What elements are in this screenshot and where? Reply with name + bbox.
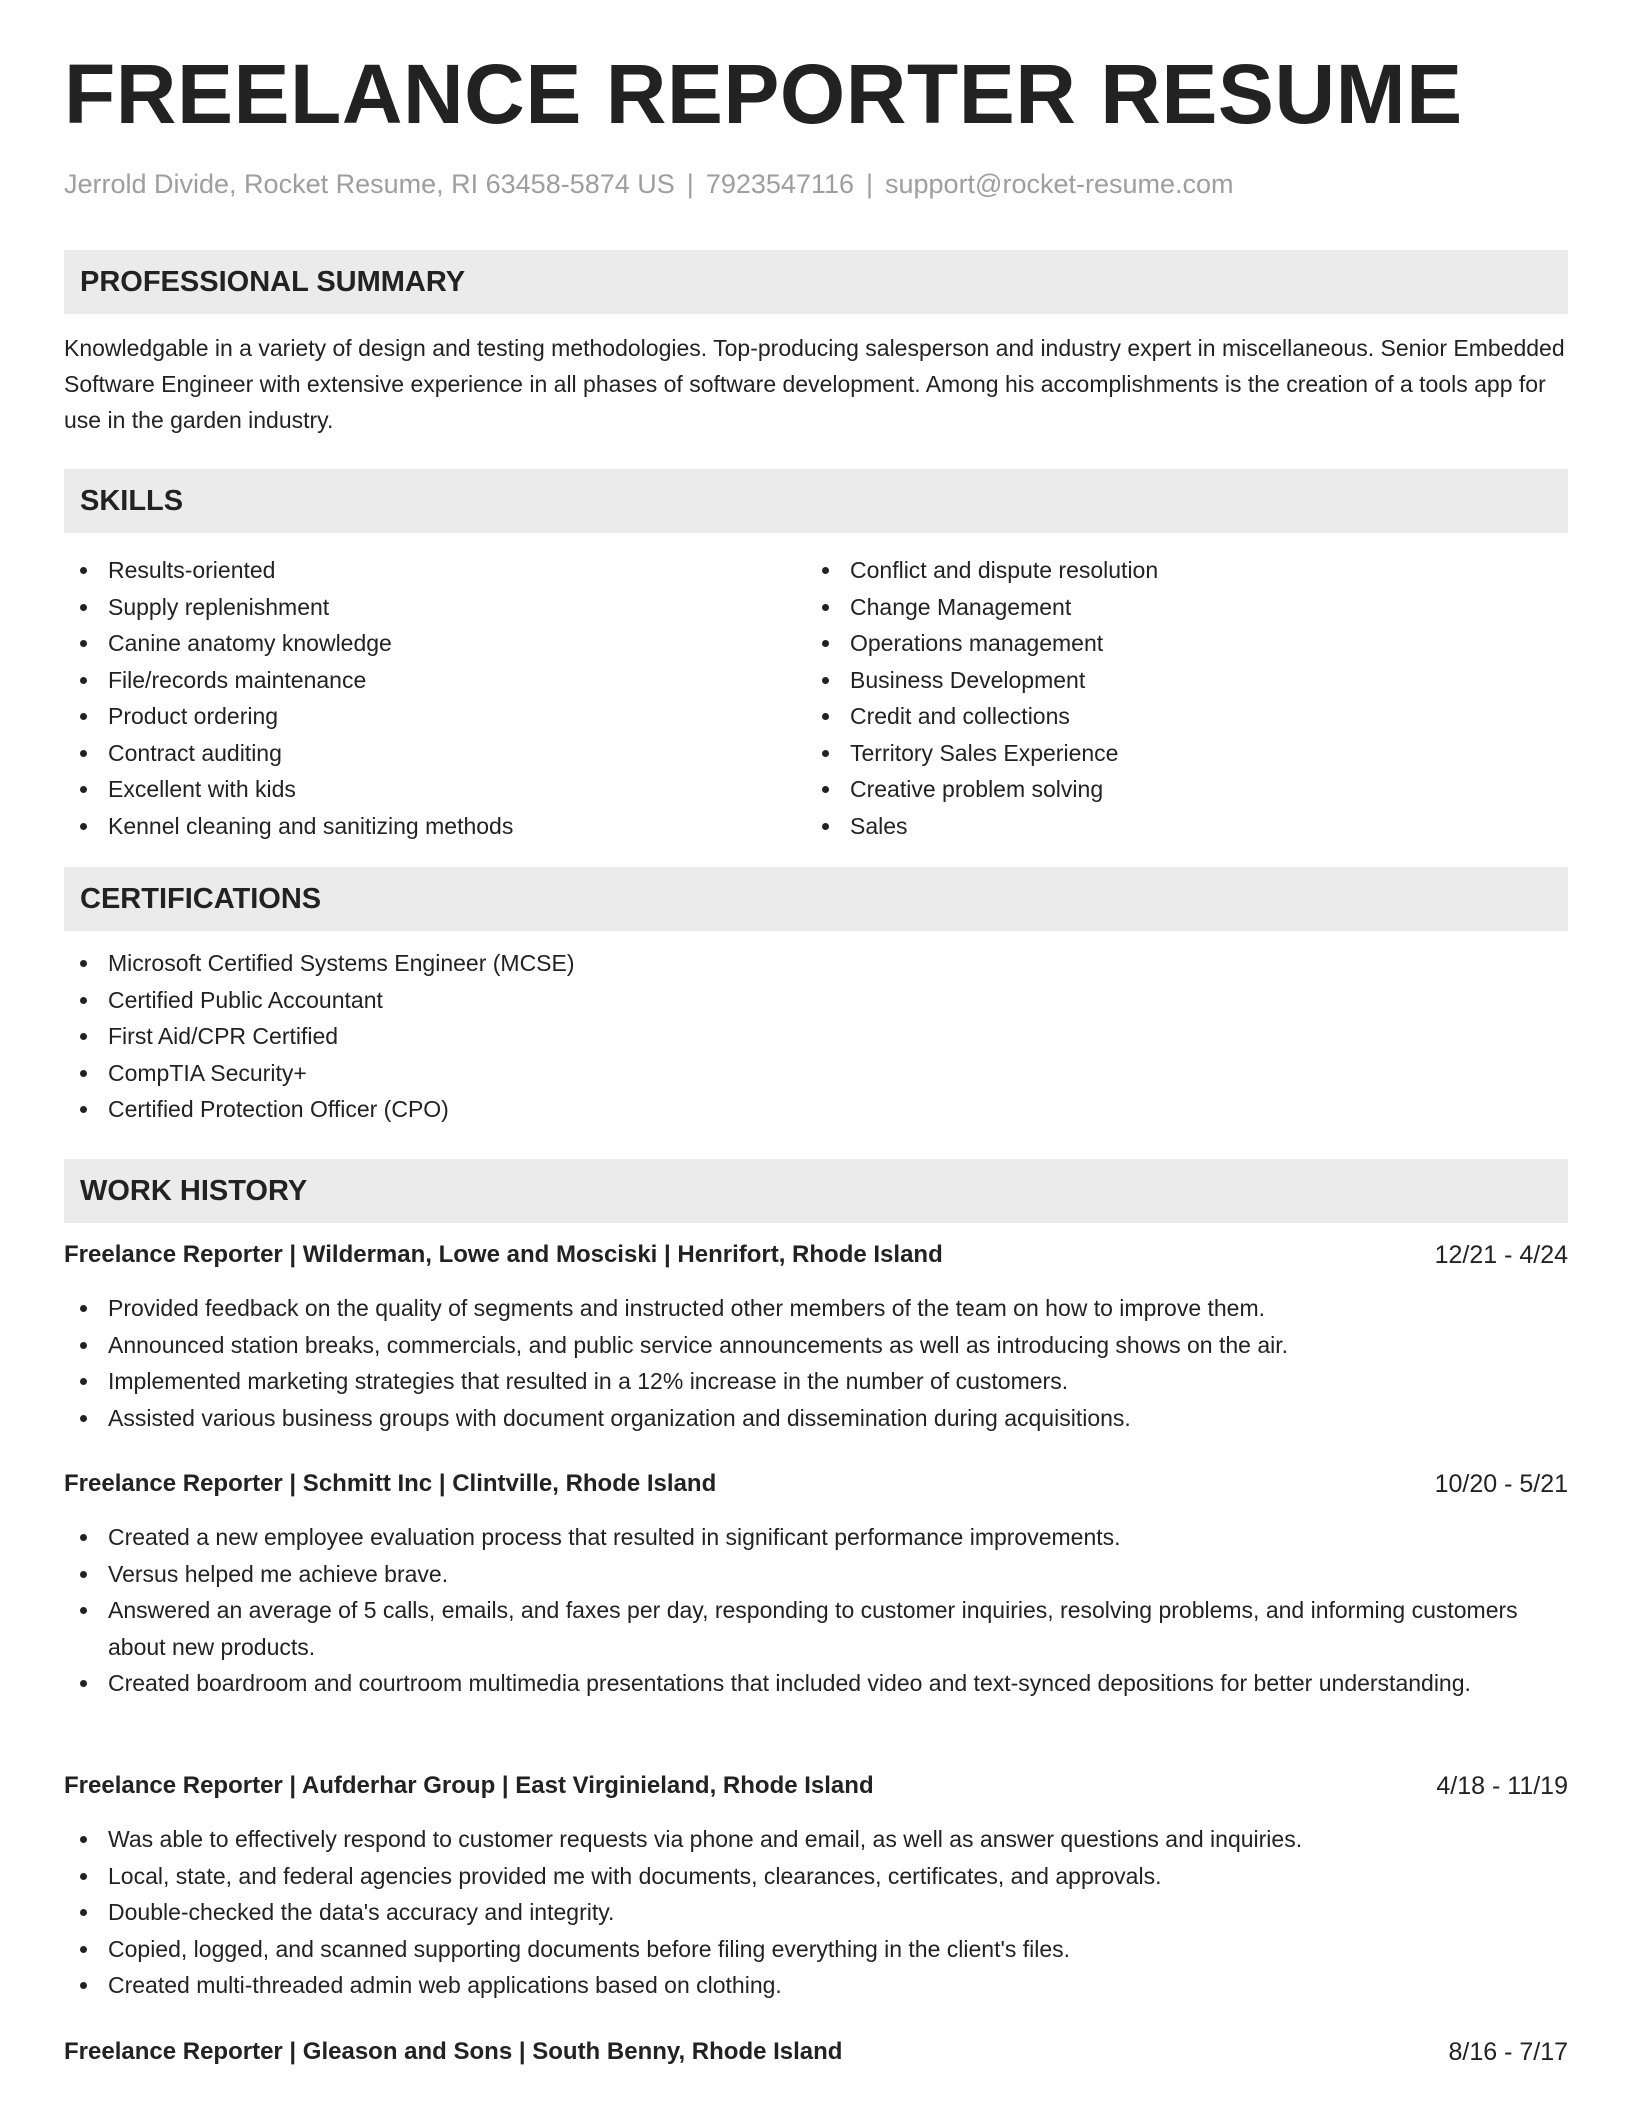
summary-text: Knowledgable in a variety of design and testing methodologies. Top-producing salesperson and industry expert in miscellaneous. Senior Embedded Software Engineer with extensive experience in all phases of software development. Among his accomplishments is the creation of a tools app for use in the garden industry. bbox=[64, 335, 1565, 433]
skills-column-right bbox=[806, 552, 1526, 844]
skill-item: Canine anatomy knowledge bbox=[64, 625, 784, 662]
certification-item: CompTIA Security+ bbox=[64, 1055, 1568, 1092]
job-bullet: Created boardroom and courtroom multimedia presentations that included video and text-synced depositions for better understanding. bbox=[64, 1665, 1568, 1702]
certification-item: Certified Public Accountant bbox=[64, 982, 1568, 1019]
job-bullet-list bbox=[64, 1519, 1568, 1702]
certification-item: Microsoft Certified Systems Engineer (MCSE) bbox=[64, 945, 1568, 982]
job-bullet-list bbox=[64, 1290, 1568, 1436]
contact-separator: | bbox=[686, 169, 694, 199]
certification-item: Certified Protection Officer (CPO) bbox=[64, 1091, 1568, 1128]
contact-email[interactable]: support@rocket-resume.com bbox=[885, 169, 1234, 199]
job-bullets-2 bbox=[64, 1519, 1568, 1702]
skill-item: Creative problem solving bbox=[806, 771, 1526, 808]
job-title-text: Freelance Reporter | Schmitt Inc | Clintville, Rhode Island bbox=[64, 1470, 717, 1497]
skill-item: Product ordering bbox=[64, 698, 784, 735]
skill-item: Excellent with kids bbox=[64, 771, 784, 808]
skill-item: Results-oriented bbox=[64, 552, 784, 589]
job-bullet: Double-checked the data's accuracy and integrity. bbox=[64, 1894, 1568, 1931]
certifications-list bbox=[64, 945, 1568, 1128]
job-title-text: Freelance Reporter | Gleason and Sons | South Benny, Rhode Island bbox=[64, 2038, 843, 2065]
skill-item: Contract auditing bbox=[64, 735, 784, 772]
job-bullet: Announced station breaks, commercials, and public service announcements as well as introducing shows on the air. bbox=[64, 1327, 1568, 1364]
skills-list-left bbox=[64, 552, 784, 844]
job-title-text: Freelance Reporter | Aufderhar Group | East Virginieland, Rhode Island bbox=[64, 1772, 874, 1799]
certifications-block bbox=[64, 945, 1568, 1128]
job-dates: 10/20 - 5/21 bbox=[1434, 1470, 1568, 1498]
job-bullet: Implemented marketing strategies that resulted in a 12% increase in the number of customers. bbox=[64, 1363, 1568, 1400]
job-bullet-list bbox=[64, 1821, 1568, 2004]
job-bullet: Versus helped me achieve brave. bbox=[64, 1556, 1568, 1593]
job-bullet: Answered an average of 5 calls, emails, and faxes per day, responding to customer inquiries, resolving problems, and informing customers about new products. bbox=[64, 1592, 1568, 1665]
job-dates: 4/18 - 11/19 bbox=[1436, 1772, 1568, 1800]
section-heading-summary: PROFESSIONAL SUMMARY bbox=[64, 250, 1568, 314]
skill-item: Conflict and dispute resolution bbox=[806, 552, 1526, 589]
job-bullets-1 bbox=[64, 1290, 1568, 1436]
job-bullet: Created multi-threaded admin web applications based on clothing. bbox=[64, 1967, 1568, 2004]
job-bullet: Created a new employee evaluation process that resulted in significant performance improvements. bbox=[64, 1519, 1568, 1556]
skill-item: Territory Sales Experience bbox=[806, 735, 1526, 772]
skill-item: Credit and collections bbox=[806, 698, 1526, 735]
job-title-4 bbox=[64, 2034, 1568, 2070]
certification-item: First Aid/CPR Certified bbox=[64, 1018, 1568, 1055]
job-bullets-3 bbox=[64, 1821, 1568, 2004]
skill-item: Change Management bbox=[806, 589, 1526, 626]
skill-item: Business Development bbox=[806, 662, 1526, 699]
skill-item: File/records maintenance bbox=[64, 662, 784, 699]
job-title-2 bbox=[64, 1466, 1568, 1502]
resume-title: FREELANCE REPORTER RESUME bbox=[64, 47, 1463, 141]
job-dates: 8/16 - 7/17 bbox=[1448, 2038, 1568, 2066]
job-bullet: Copied, logged, and scanned supporting documents before filing everything in the client's files. bbox=[64, 1931, 1568, 1968]
contact-phone: 7923547116 bbox=[705, 169, 854, 199]
section-heading-skills: SKILLS bbox=[64, 469, 1568, 533]
job-bullet: Provided feedback on the quality of segments and instructed other members of the team on how to improve them. bbox=[64, 1290, 1568, 1327]
section-heading-work-history: WORK HISTORY bbox=[64, 1159, 1568, 1223]
skill-item: Kennel cleaning and sanitizing methods bbox=[64, 808, 784, 845]
job-bullet: Was able to effectively respond to customer requests via phone and email, as well as answer questions and inquiries. bbox=[64, 1821, 1568, 1858]
contact-line bbox=[64, 168, 1234, 200]
skill-item: Operations management bbox=[806, 625, 1526, 662]
section-heading-certifications: CERTIFICATIONS bbox=[64, 867, 1568, 931]
job-title-text: Freelance Reporter | Wilderman, Lowe and Mosciski | Henrifort, Rhode Island bbox=[64, 1241, 943, 1268]
skill-item: Supply replenishment bbox=[64, 589, 784, 626]
job-title-1 bbox=[64, 1237, 1568, 1273]
contact-address: Jerrold Divide, Rocket Resume, RI 63458-5874 US bbox=[64, 169, 675, 199]
skills-list-right bbox=[806, 552, 1526, 844]
job-title-3 bbox=[64, 1768, 1568, 1804]
job-bullet: Local, state, and federal agencies provided me with documents, clearances, certificates, and approvals. bbox=[64, 1858, 1568, 1895]
job-dates: 12/21 - 4/24 bbox=[1434, 1241, 1568, 1269]
skills-column-left bbox=[64, 552, 784, 844]
job-bullet: Assisted various business groups with document organization and dissemination during acquisitions. bbox=[64, 1400, 1568, 1437]
contact-separator: | bbox=[865, 169, 873, 199]
skill-item: Sales bbox=[806, 808, 1526, 845]
